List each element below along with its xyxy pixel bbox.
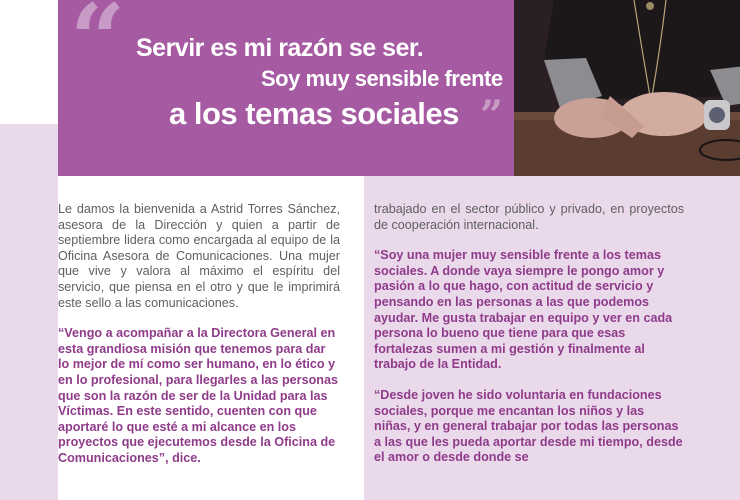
left-decorative-strip: [0, 124, 58, 500]
open-quote-mark: “: [70, 0, 112, 96]
headline-line-2: Soy muy sensible frente: [261, 66, 503, 91]
portrait-photo-illustration: [514, 0, 740, 176]
close-quote-mark: ”: [480, 92, 498, 139]
article-intro-paragraph: Le damos la bienvenida a Astrid Torres Sánchez, asesora de la Dirección y quien a partir de septiembre lidera como encargada al equipo de la Oficina Asesora de Comunicaciones. Una mujer que vive y valora al máximo el espíritu del servicio, que piensa en el otro y que le imprimirá este sello a las comunicaciones.: [58, 202, 340, 310]
article-left-column: [58, 202, 340, 482]
headline-line-3: a los temas sociales: [169, 96, 459, 131]
article-quote-paragraph: “Soy una mujer muy sensible frente a los temas sociales. A donde vaya siempre le pongo amor y pasión a lo que hago, con actitud de servicio y pensando en las personas a las que podemos ayudar. Me gusta trabajar en equipo y ver en cada persona lo bueno que tiene para que esas fortalezas sumen a mi gestión y finalmente al trabajo de la Entidad.: [374, 248, 673, 372]
headline-line-1: Servir es mi razón se ser.: [136, 34, 424, 62]
article-right-column: [374, 202, 684, 481]
portrait-photo: [514, 0, 740, 176]
article-quote-paragraph: “Vengo a acompañar a la Directora General en esta grandiosa misión que tenemos para dar lo mejor de mí como ser humano, en lo ético y en lo profesional, para llegarles a las personas que son la razón de ser de la Unidad para las Víctimas. En este sentido, cuenten con que aportaré lo que esté a mi alcance en los proyectos que ejecutemos desde la Oficina de Comunicaciones”, dice.: [58, 326, 338, 465]
article-continuation-paragraph: trabajado en el sector público y privado, en proyectos de cooperación internacional.: [374, 202, 684, 232]
header-banner: [58, 0, 740, 176]
article-quote-paragraph: “Desde joven he sido voluntaria en fundaciones sociales, porque me encantan los niños y las niñas, y en general trabajar por todas las personas a las que les pueda aportar desde mi tiempo, desde el amor o desde donde se: [374, 387, 683, 465]
